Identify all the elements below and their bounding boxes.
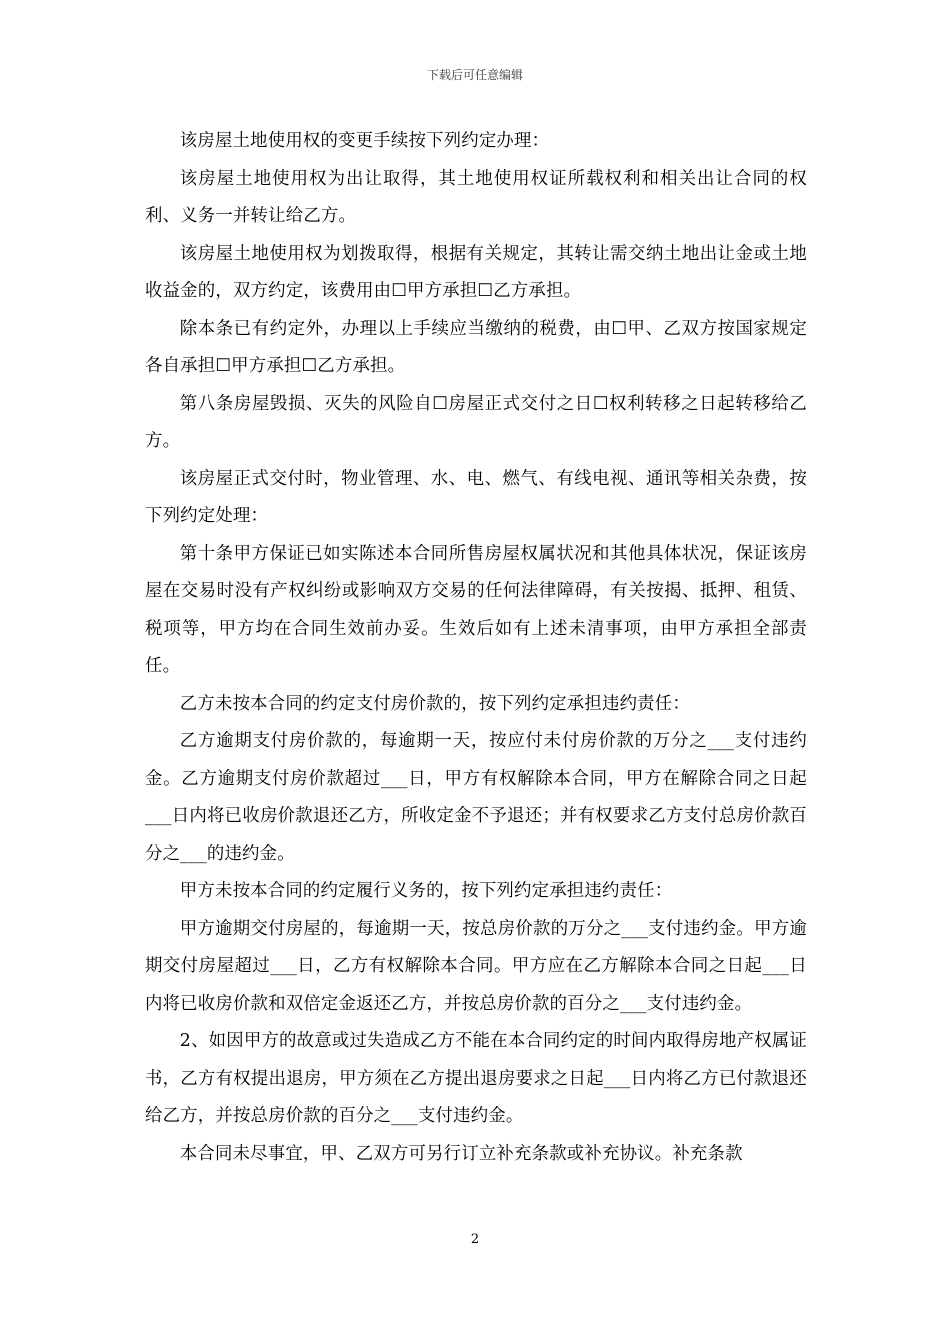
page-header: 下载后可任意编辑	[426, 68, 523, 82]
paragraph: 2、如因甲方的故意或过失造成乙方不能在本合同约定的时间内取得房地产权属证书，乙方有权提出退房，甲方须在乙方提出退房要求之日起___日内将乙方已付款退还给乙方，并按总房价款的百分之___支付违约金。	[145, 1031, 807, 1126]
paragraph: 本合同未尽事宜，甲、乙双方可另行订立补充条款或补充协议。补充条款	[179, 1143, 743, 1164]
document-body	[145, 123, 807, 1173]
paragraph: 第八条房屋毁损、灭失的风险自☐房屋正式交付之日☐权利转移之日起转移给乙方。	[145, 393, 807, 451]
paragraph: 该房屋正式交付时，物业管理、水、电、燃气、有线电视、通讯等相关杂费，按下列约定处理：	[145, 468, 807, 526]
paragraph: 甲方未按本合同的约定履行义务的，按下列约定承担违约责任：	[179, 881, 673, 901]
paragraph: 乙方未按本合同的约定支付房价款的，按下列约定承担违约责任：	[179, 693, 690, 714]
paragraph: 乙方逾期支付房价款的，每逾期一天，按应付未付房价款的万分之___支付违约金。乙方逾期支付房价款超过___日，甲方有权解除本合同，甲方在解除合同之日起___日内将已收房价款退还乙方，所收定金不予退还；并有权要求乙方支付总房价款百分之___的违约金。	[145, 731, 807, 864]
paragraph: 第十条甲方保证已如实陈述本合同所售房屋权属状况和其他具体状况，保证该房屋在交易时没有产权纠纷或影响双方交易的任何法律障碍，有关按揭、抵押、租赁、税项等，甲方均在合同生效前办妥。生效后如有上述未清事项，由甲方承担全部责任。	[145, 543, 807, 676]
paragraph: 除本条已有约定外，办理以上手续应当缴纳的税费，由☐甲、乙双方按国家规定各自承担☐甲方承担☐乙方承担。	[145, 318, 807, 376]
page-number: 2	[470, 1232, 480, 1247]
paragraph: 该房屋土地使用权为划拨取得，根据有关规定，其转让需交纳土地出让金或土地收益金的，双方约定，该费用由☐甲方承担☐乙方承担。	[145, 243, 807, 301]
paragraph: 该房屋土地使用权的变更手续按下列约定办理：	[179, 131, 550, 151]
paragraph: 该房屋土地使用权为出让取得，其土地使用权证所载权利和相关出让合同的权利、义务一并转让给乙方。	[145, 168, 807, 226]
paragraph: 甲方逾期交付房屋的，每逾期一天，按总房价款的万分之___支付违约金。甲方逾期交付房屋超过___日，乙方有权解除本合同。甲方应在乙方解除本合同之日起___日内将已收房价款和双倍定金返还乙方，并按总房价款的百分之___支付违约金。	[145, 918, 807, 1014]
